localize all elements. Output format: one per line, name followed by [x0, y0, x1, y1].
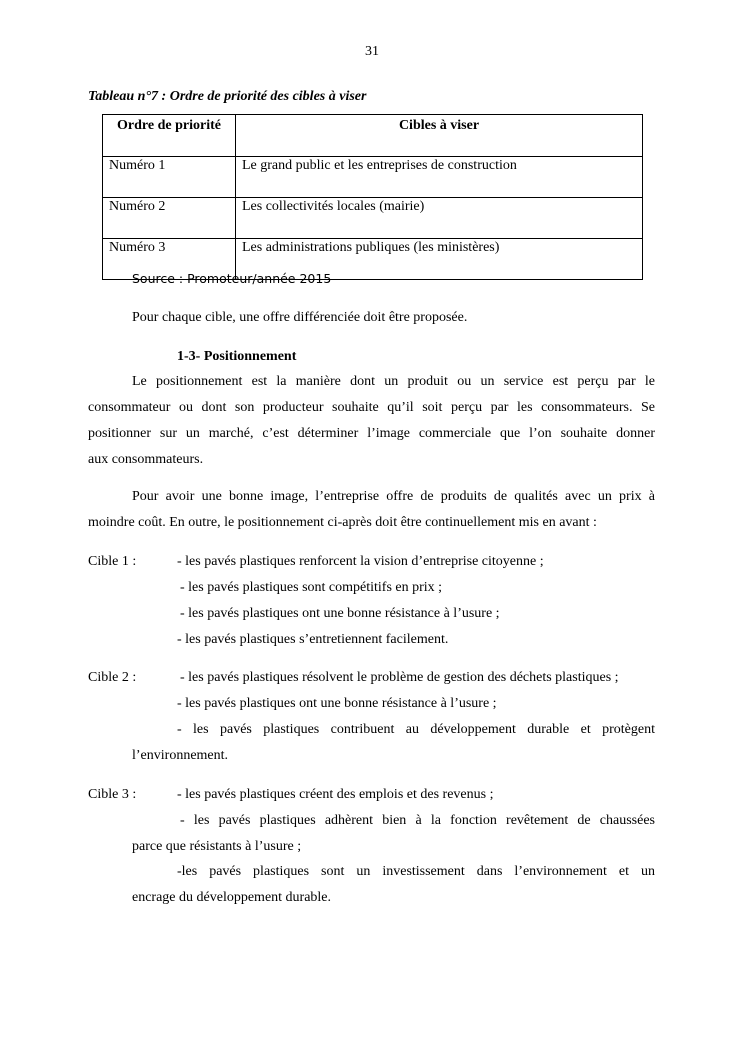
cible3-item: - les pavés plastiques adhèrent bien à la fonction revêtement de chaussées: [180, 813, 655, 828]
cible3-item: encrage du développement durable.: [132, 890, 332, 905]
table-row: [103, 198, 643, 239]
cible2-item: l’environnement.: [132, 748, 229, 763]
cible1-item: - les pavés plastiques ont une bonne résistance à l’usure ;: [180, 606, 500, 621]
header-targets: Cibles à viser: [236, 115, 643, 157]
paragraph2-line2: moindre coût. En outre, le positionnement ci-après doit être continuellement mis en avant :: [88, 515, 597, 530]
cible3-item: - les pavés plastiques créent des emplois et des revenus ;: [177, 787, 494, 802]
cible1-label: Cible 1 :: [88, 554, 137, 569]
priority-cell: Numéro 1: [103, 157, 236, 198]
priority-cell: Numéro 2: [103, 198, 236, 239]
target-cell: Les administrations publiques (les ministères): [236, 239, 643, 280]
section-title: 1-3- Positionnement: [177, 349, 297, 364]
paragraph2-line1: Pour avoir une bonne image, l’entreprise offre de produits de qualités avec un prix à: [132, 489, 655, 504]
paragraph1-line4: aux consommateurs.: [88, 452, 204, 467]
priority-cell: Numéro 3: [103, 239, 236, 280]
cible2-item: - les pavés plastiques ont une bonne résistance à l’usure ;: [177, 696, 497, 711]
cible1-item: - les pavés plastiques sont compétitifs en prix ;: [180, 580, 443, 595]
cible1-item: - les pavés plastiques s’entretiennent facilement.: [177, 632, 449, 647]
cible2-item: - les pavés plastiques contribuent au développement durable et protègent: [177, 722, 655, 737]
paragraph1-line3: positionner sur un marché, c’est déterminer l’image commerciale que l’on souhaite donner: [88, 426, 655, 441]
cible1-item: - les pavés plastiques renforcent la vision d’entreprise citoyenne ;: [177, 554, 544, 569]
cible2-label: Cible 2 :: [88, 670, 137, 685]
cible3-label: Cible 3 :: [88, 787, 137, 802]
cible3-item: parce que résistants à l’usure ;: [132, 839, 302, 854]
cible3-item: -les pavés plastiques sont un investissement dans l’environnement et un: [177, 864, 655, 879]
table-row: [103, 157, 643, 198]
paragraph1-line2: consommateur ou dont son producteur souhaite qu’il soit perçu par les consommateurs. Se: [88, 400, 655, 415]
header-priority-order: Ordre de priorité: [103, 115, 236, 157]
intro-text: Pour chaque cible, une offre différenciée doit être proposée.: [132, 310, 468, 325]
target-cell: Les collectivités locales (mairie): [236, 198, 643, 239]
page-number: 31: [365, 44, 379, 59]
cible2-item: - les pavés plastiques résolvent le problème de gestion des déchets plastiques ;: [180, 670, 619, 685]
table-caption: Tableau n°7 : Ordre de priorité des cibles à viser: [88, 89, 367, 104]
target-cell: Le grand public et les entreprises de construction: [236, 157, 643, 198]
table-source: Source : Promoteur/année 2015: [132, 271, 332, 286]
table-header-row: [103, 115, 643, 157]
priority-table: [102, 114, 643, 280]
paragraph1-line1: Le positionnement est la manière dont un produit ou un service est perçu par le: [132, 374, 655, 389]
